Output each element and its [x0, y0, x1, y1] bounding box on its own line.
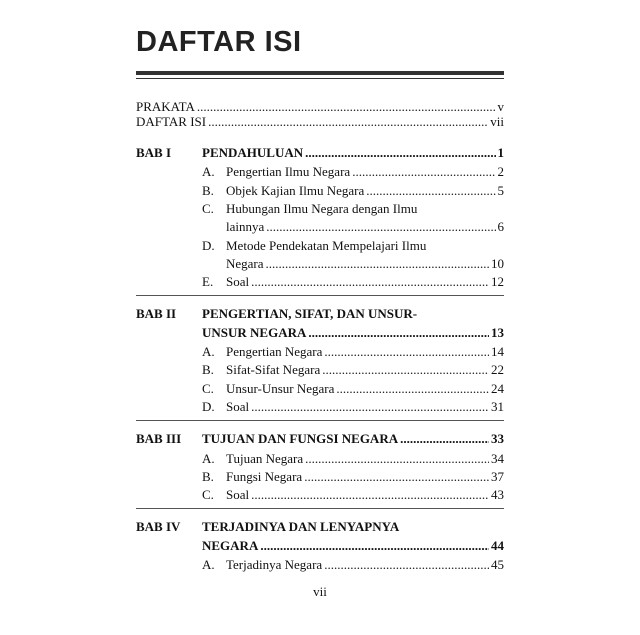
chapter-heading-page: 13: [491, 324, 504, 340]
toc-item: [136, 486, 504, 504]
toc-item-leader: [226, 273, 504, 291]
page-number: vii: [313, 584, 327, 599]
chapter-heading-leader: [202, 537, 504, 555]
toc-item-letter: C.: [202, 487, 214, 503]
toc-item-page: 34: [491, 450, 504, 466]
toc-item: [136, 343, 504, 361]
toc-item-page: 37: [491, 468, 504, 484]
chapter-heading-page: 33: [491, 431, 504, 447]
chapter-heading: [136, 518, 504, 536]
dot-leader: [324, 343, 489, 361]
chapter-heading: [136, 537, 504, 555]
dot-leader: [324, 556, 489, 574]
toc-item-leader: [226, 468, 504, 486]
toc-item-text: Soal: [226, 274, 250, 290]
toc-item-text: Hubungan Ilmu Negara dengan Ilmu: [226, 200, 418, 216]
toc-item-text: Pengertian Ilmu Negara: [226, 164, 351, 180]
dot-leader: [336, 380, 489, 398]
toc-item-letter: B.: [202, 362, 214, 378]
toc-item-page: 31: [491, 398, 504, 414]
dot-leader: [304, 468, 489, 486]
chapter-label: BAB III: [136, 431, 182, 447]
chapter-heading-leader: [202, 144, 504, 162]
toc-item: [136, 273, 504, 291]
front-entry: [136, 113, 504, 131]
chapter-heading-leader: [202, 324, 504, 342]
chapter-heading: [136, 305, 504, 323]
toc-item-letter: C.: [202, 200, 214, 216]
toc-item-page: 22: [491, 362, 504, 378]
toc-item-leader: [226, 556, 504, 574]
toc-item-text: Negara: [226, 255, 264, 271]
chapter-heading: [136, 324, 504, 342]
chapter-heading-text: TUJUAN DAN FUNGSI NEGARA: [202, 431, 399, 447]
toc-item-letter: B.: [202, 182, 214, 198]
toc-item-text: Objek Kajian Ilmu Negara: [226, 182, 365, 198]
chapter-heading-text: PENDAHULUAN: [202, 145, 304, 160]
toc-item-letter: D.: [202, 398, 215, 414]
toc-item-letter: D.: [202, 237, 215, 253]
chapter-separator: [136, 508, 504, 509]
title-rule-thin: [136, 78, 504, 79]
toc-item-text: Terjadinya Negara: [226, 557, 323, 572]
toc-item-page: 5: [497, 182, 504, 198]
toc-item-leader: [226, 361, 504, 379]
chapter-separator: [136, 295, 504, 296]
chapter-label: BAB I: [136, 145, 172, 160]
toc-item-page: 12: [491, 274, 504, 290]
toc-item-letter: A.: [202, 557, 215, 572]
toc-item: [136, 361, 504, 379]
front-entry-text: DAFTAR ISI: [136, 114, 207, 129]
toc-item-letter: A.: [202, 450, 215, 466]
dot-leader: [366, 182, 495, 200]
toc-item-text: Tujuan Negara: [226, 450, 304, 466]
toc-item: [136, 380, 504, 398]
dot-leader: [322, 361, 489, 379]
dot-leader: [251, 273, 489, 291]
toc-item-letter: C.: [202, 380, 214, 396]
toc-item-page: 2: [497, 164, 504, 180]
dot-leader: [266, 218, 495, 236]
title-rule-thick: [136, 71, 504, 75]
toc-item-text: Unsur-Unsur Negara: [226, 380, 335, 396]
toc-item-leader: [226, 486, 504, 504]
front-entry-page: v: [497, 99, 504, 114]
toc-item-leader: [226, 450, 504, 468]
toc-item-leader: [226, 255, 504, 273]
dot-leader: [266, 255, 489, 273]
dot-leader: [400, 430, 489, 448]
toc-item: [136, 163, 504, 181]
toc-item-text: Soal: [226, 487, 250, 503]
toc-item-leader: [226, 343, 504, 361]
dot-leader: [305, 144, 495, 162]
toc-item: [136, 237, 504, 255]
toc-item-leader: [226, 218, 504, 236]
toc-item-letter: A.: [202, 164, 215, 180]
toc-item: [136, 200, 504, 218]
page-title: DAFTAR ISI: [136, 26, 302, 58]
dot-leader: [352, 163, 495, 181]
chapter-heading-page: 1: [497, 145, 504, 160]
toc-item-page: 10: [491, 255, 504, 271]
toc-item: [136, 398, 504, 416]
chapter-heading-text: NEGARA: [202, 537, 259, 553]
toc-item: [136, 218, 504, 236]
chapter-label: BAB II: [136, 306, 177, 322]
dot-leader: [251, 486, 489, 504]
chapter-heading-text: PENGERTIAN, SIFAT, DAN UNSUR-: [202, 306, 418, 322]
dot-leader: [305, 450, 489, 468]
toc-item-text: lainnya: [226, 219, 265, 235]
toc-item-page: 6: [497, 219, 504, 235]
toc-item-page: 45: [491, 557, 504, 572]
toc-item-text: Sifat-Sifat Negara: [226, 362, 321, 378]
toc-item: [136, 182, 504, 200]
toc-item-leader: [226, 380, 504, 398]
toc-item-leader: [226, 398, 504, 416]
toc-item: [136, 468, 504, 486]
toc-item-text: Fungsi Negara: [226, 468, 303, 484]
chapter-heading: [136, 430, 504, 448]
toc-item-page: 14: [491, 344, 504, 359]
toc-item-leader: [226, 163, 504, 181]
toc-item: [136, 556, 504, 574]
front-entry-text: PRAKATA: [136, 99, 195, 114]
toc-item-letter: E.: [202, 274, 214, 290]
dot-leader: [260, 537, 489, 555]
chapter-heading-leader: [202, 430, 504, 448]
toc-item-leader: [226, 182, 504, 200]
chapter-heading-text: UNSUR NEGARA: [202, 324, 307, 340]
toc-item-letter: A.: [202, 344, 215, 359]
toc-item-text: Soal: [226, 398, 250, 414]
toc-item: [136, 450, 504, 468]
dot-leader: [308, 324, 489, 342]
chapter-heading: [136, 144, 504, 162]
chapter-heading-text: TERJADINYA DAN LENYAPNYA: [202, 519, 400, 535]
toc-item-page: 43: [491, 487, 504, 503]
toc-item-text: Pengertian Negara: [226, 344, 323, 359]
chapter-separator: [136, 420, 504, 421]
chapter-heading-page: 44: [491, 537, 504, 553]
toc-item-text: Metode Pendekatan Mempelajari Ilmu: [226, 237, 427, 253]
dot-leader: [251, 398, 489, 416]
chapter-label: BAB IV: [136, 519, 181, 535]
front-entry-leader: [136, 113, 504, 131]
dot-leader: [208, 113, 488, 131]
toc-item-letter: B.: [202, 468, 214, 484]
front-entry-page: vii: [490, 114, 504, 129]
toc-item-page: 24: [491, 380, 504, 396]
toc-item: [136, 255, 504, 273]
